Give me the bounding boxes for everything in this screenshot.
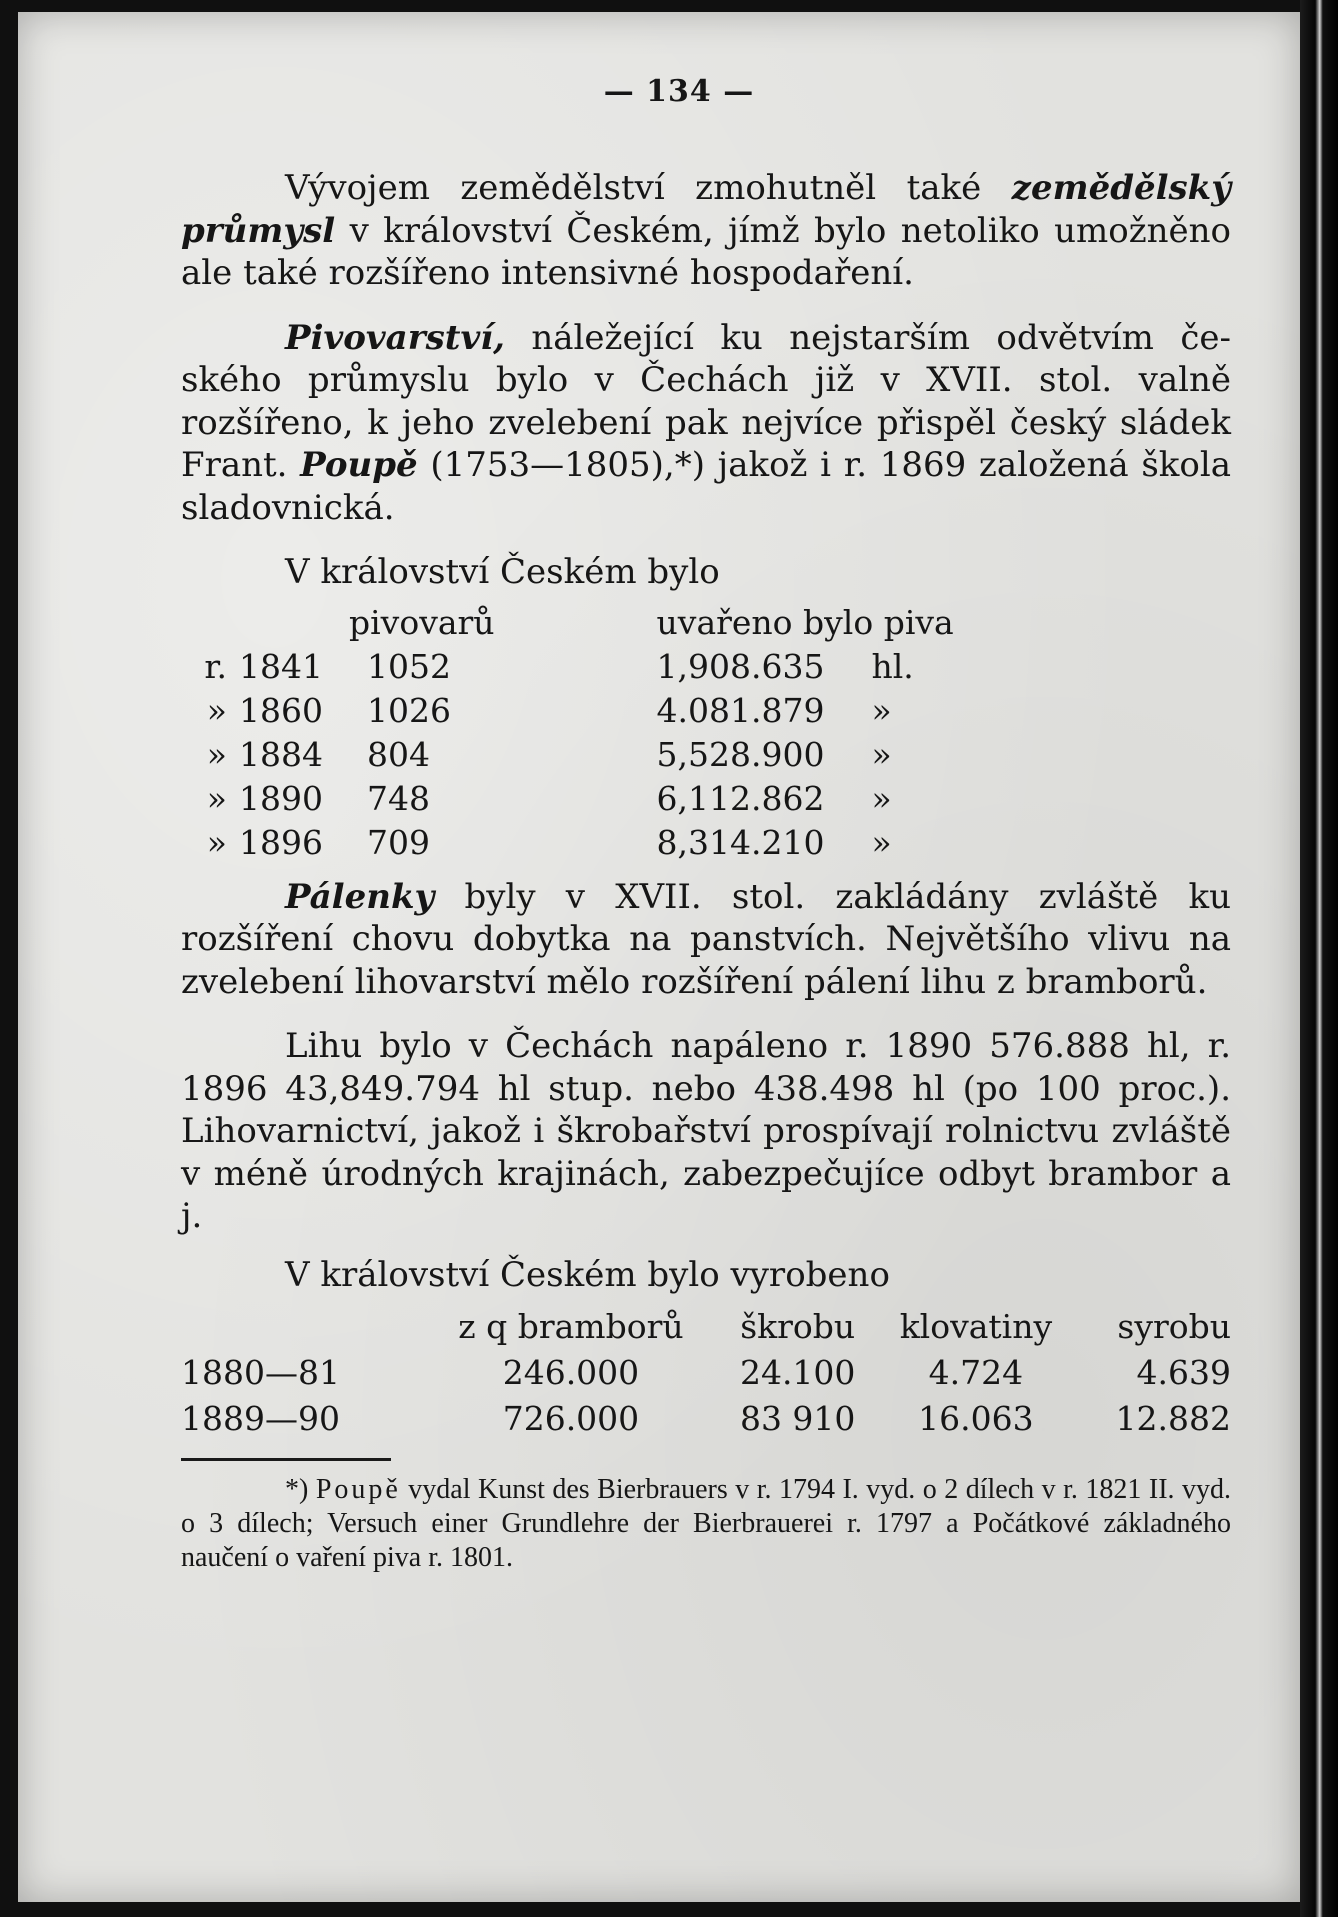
cell-unit: » <box>871 779 892 819</box>
table-row <box>181 734 954 778</box>
cell-unit: » <box>871 691 892 731</box>
cell-breweries: 748 <box>367 779 430 819</box>
production-table-caption: V království Českém bylo vyrobeno <box>285 1254 890 1295</box>
cell-beer: 8,314.210 <box>656 823 825 863</box>
footnote-text: vydal Kunst des Bierbrauers v r. 1794 I. vyd. o 2 dílech v r. 1821 II. vyd. o 3 dílech; Versuch einer Grundlehre der Bierbrauerei r. 1797 a Počátkové základného naučení o vaření piva r. 1801. <box>181 1474 1231 1573</box>
paragraph-text: byly v XVII. stol. zakládány zvláště ku rozšíření chovu dobytka na panstvích. Největšího vlivu na zvelebení lihovarství mělo rozšíření pálení lihu z bramborů. <box>181 876 1231 1002</box>
emphasized-term: Pivovarství, <box>285 317 505 358</box>
cell-potatoes: 726.000 <box>502 1398 640 1438</box>
table-header-row <box>181 602 954 646</box>
cell-potatoes: 246.000 <box>502 1352 640 1392</box>
cell-breweries: 1052 <box>367 647 451 687</box>
paragraph-spirits: Lihu bylo v Čechách napáleno r. 1890 576.888 hl, r. 1896 43,849.794 hl stup. nebo 438.498 hl (po 100 proc.). Lihovarnictví, jakož i škrobařství prospívají rolnictvu zvláště v méně úrodných krajinách, zabezpečujíce odbyt brambor a j. <box>181 1026 1231 1236</box>
cell-dextrin: 4.724 <box>928 1352 1024 1392</box>
column-header-potatoes: z q bramborů <box>458 1306 684 1346</box>
cell-unit: » <box>871 735 892 775</box>
cell-dextrin: 16.063 <box>918 1398 1034 1438</box>
row-mark: r. <box>204 647 227 687</box>
row-mark: » <box>206 691 227 731</box>
paragraph-brewing <box>181 317 1231 530</box>
brewery-table-caption: V království Českém bylo <box>285 552 720 592</box>
paragraph-distilleries <box>181 876 1231 1004</box>
cell-syrup: 12.882 <box>1115 1398 1231 1438</box>
cell-beer: 4.081.879 <box>656 691 825 731</box>
table-row <box>181 1396 1231 1442</box>
column-header-starch: škrobu <box>740 1306 856 1346</box>
column-header-dextrin: klovatiny <box>899 1306 1053 1346</box>
footnote-mark: *) <box>285 1474 309 1505</box>
table-row <box>181 646 954 690</box>
cell-year: 1841 <box>239 647 323 687</box>
scan-edge <box>1300 0 1338 1917</box>
cell-breweries: 1026 <box>367 691 451 731</box>
column-header-beer: uvařeno bylo piva <box>656 603 954 643</box>
row-mark: » <box>206 735 227 775</box>
row-mark: » <box>206 823 227 863</box>
paragraph-text: (1753—1805),*) jakož i r. 1869 založená škola sladovnická. <box>181 445 1231 528</box>
footnote <box>181 1473 1231 1575</box>
cell-starch: 83 910 <box>739 1398 856 1438</box>
cell-year: 1884 <box>239 735 323 775</box>
column-header-syrup: syrobu <box>1117 1306 1231 1346</box>
paragraph-text: náležející ku nejstarším odvětvím českého průmyslu bylo v Čechách již v XVII. stol. valně rozšířeno, k jeho zvelebení pak nejvíce přispěl český sládek Frant. <box>181 317 1231 485</box>
cell-year: 1860 <box>239 691 323 731</box>
production-table <box>181 1304 1231 1442</box>
footnote-name: Poupě <box>315 1474 401 1505</box>
cell-unit: hl. <box>871 647 914 687</box>
table-row <box>181 778 954 822</box>
column-header-breweries: pivovarů <box>349 603 495 643</box>
cell-syrup: 4.639 <box>1136 1352 1231 1392</box>
emphasized-term: zemědělský průmysl <box>181 168 1231 251</box>
cell-starch: 24.100 <box>739 1352 856 1392</box>
cell-year: 1890 <box>239 779 323 819</box>
cell-beer: 1,908.635 <box>656 647 825 687</box>
paragraph-text: v království Českém, jímž bylo netoliko umožněno ale také rozšířeno intensivné hospodaření. <box>181 210 1231 293</box>
table-header-row <box>181 1304 1231 1350</box>
emphasized-term: Pálenky <box>285 876 435 917</box>
cell-period: 1889—90 <box>181 1398 340 1438</box>
emphasized-name: Poupě <box>300 445 418 485</box>
paragraph-text: Vývojem zemědělství zmohutněl také <box>285 168 1012 208</box>
cell-beer: 6,112.862 <box>656 779 825 819</box>
footnote-divider <box>181 1458 391 1461</box>
cell-breweries: 709 <box>367 823 430 863</box>
book-page <box>18 12 1300 1902</box>
table-row <box>181 822 954 866</box>
table-row <box>181 690 954 734</box>
page-body <box>181 167 1231 1575</box>
page-number: — 134 — <box>603 74 755 109</box>
cell-beer: 5,528.900 <box>656 735 825 775</box>
table-row <box>181 1350 1231 1396</box>
brewery-table <box>181 602 954 866</box>
cell-year: 1896 <box>239 823 323 863</box>
cell-unit: » <box>871 823 892 863</box>
row-mark: » <box>206 779 227 819</box>
paragraph-agricultural-industry <box>181 167 1231 295</box>
cell-period: 1880—81 <box>181 1352 340 1392</box>
cell-breweries: 804 <box>367 735 430 775</box>
